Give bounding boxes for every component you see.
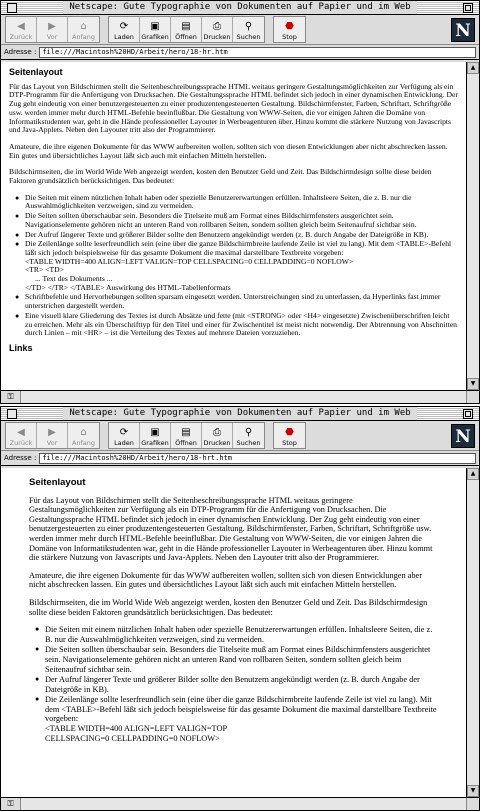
back-arrow-icon: ◀ xyxy=(17,427,25,438)
print-label: Drucken xyxy=(203,439,231,447)
vertical-scrollbar[interactable] xyxy=(466,62,479,390)
print-label: Drucken xyxy=(203,33,231,41)
stop-group xyxy=(273,422,306,449)
paragraph: Bildschirmseiten, die im World Wide Web angezeigt werden, kosten den Benutzer Geld und Zeit. Das Bildschirmdesign sollte diese beiden Faktoren grundsätzlich berücksichtigen. Das bedeutet: xyxy=(29,597,428,617)
key-icon: ⚿ xyxy=(1,798,21,810)
netscape-logo: N xyxy=(451,424,475,448)
forward-button[interactable] xyxy=(37,423,68,448)
list-item: ● Der Aufruf längerer Texte und größerer Bilder sollte den Benutzern angekündigt werden (z. B. durch Angabe der Dateigröße in KB). xyxy=(15,231,458,240)
stop-button[interactable] xyxy=(274,17,305,42)
print-icon: ⎙ xyxy=(213,427,221,438)
vertical-scrollbar[interactable] xyxy=(466,468,479,797)
title-bar[interactable] xyxy=(1,1,479,15)
home-button[interactable] xyxy=(68,17,99,42)
key-icon: ⚿ xyxy=(1,391,21,403)
list-item: ● Die Seiten sollten überschaubar sein. Besonders die Titelseite muß am Format eines Bildschirmfensters ausgerichtet sein. Navigationselemente gehören nicht an unteren Rand von rollbaren Seiten, sondern sollten gleich beim Seitenaufruf sichtbar sein. xyxy=(15,212,458,229)
code-line: ... Text des Dokuments ... xyxy=(35,274,113,284)
paragraph: Amateure, die ihre eigenen Dokumente für das WWW aufbereiten wollen, sollten sich von diesen Entwicklungen aber nicht abschrecken lassen. Ein gutes und übersichtliches Layout läßt sich auch mit einfachen Mitteln herstellen. xyxy=(29,570,422,590)
reload-label: Laden xyxy=(114,33,134,41)
images-label: Grafiken xyxy=(141,33,169,41)
toolbar xyxy=(1,15,479,45)
toolbar xyxy=(1,421,479,451)
code-line: <TABLE WIDTH=400 ALIGN=LEFT VALIGN=TOP xyxy=(45,724,228,734)
list-item: ● Die Seiten mit einem nützlichen Inhalt haben oder spezielle Benutzererwartungen erfüllen. Inhaltsleere Seiten, die z. B. nur die Auswahlmöglichkeiten verzweigen, sind zu vermeiden. xyxy=(15,194,458,211)
home-icon: ⌂ xyxy=(80,21,87,32)
code-line: </TD> </TR> </TABLE> Auswirkung des HTML-Tabellenformats xyxy=(25,282,231,292)
print-button[interactable] xyxy=(202,423,233,448)
paragraph: Für das Layout von Bildschirmen stellt die Seitenbeschreibungssprache HTML weitaus geringere Gestaltungsmöglichkeiten zur Verfügung als ein DTP-Programm für die Anfertigung von Drucksachen. Die Gestaltungssprache HTML befindet sich jedoch in einer dynamischen Entwicklung. Der Zug geht eindeutig von einer benutzergesteuerten zu einer produzentengesteuerten Gestaltung. Bildschirmfenster, Farben, Schriftart, Schriftgröße usw. werden immer mehr durch HTML-Befehle beeinflußbar. Die Gestaltung von WWW-Seiten, die vor einigen Jahren die Domäne von Informatikstudenten war, geht in die Hände professioneller Layouter in Werbeagenturen über. Hinzu kommt die stärkere Nutzung von Javascripts und Java-Applets. Neben den Layouter tritt also der Programmierer. xyxy=(9,81,458,135)
home-icon: ⌂ xyxy=(80,427,87,438)
find-icon: ⚲ xyxy=(244,427,253,438)
close-box[interactable] xyxy=(7,409,17,419)
page-content xyxy=(1,468,466,797)
back-button[interactable] xyxy=(6,17,37,42)
list-item: ● Die Seiten sollten überschaubar sein. Besonders die Titelseite muß am Format eines Bildschirmfensters ausgerichtet sein. Navigationselemente gehören nicht an unteren Rand von rollbaren Seiten, sondern sollten gleich beim Seitenaufruf sichtbar sein. xyxy=(35,645,438,674)
reload-button[interactable] xyxy=(109,17,140,42)
action-group xyxy=(108,422,265,449)
zoom-box[interactable] xyxy=(463,409,473,419)
open-button[interactable] xyxy=(171,17,202,42)
find-button[interactable] xyxy=(233,423,264,448)
code-line: <TR> <TD> xyxy=(25,265,64,275)
nav-group xyxy=(5,16,100,43)
stop-label: Stop xyxy=(282,439,297,447)
horizontal-scrollbar[interactable] xyxy=(21,798,466,810)
window-title: Netscape: Gute Typographie von Dokumenten auf Papier und im Web xyxy=(63,1,416,14)
find-button[interactable] xyxy=(233,17,264,42)
back-arrow-icon: ◀ xyxy=(17,21,25,32)
address-label: Adresse : xyxy=(4,48,37,56)
images-button[interactable] xyxy=(140,423,171,448)
list-item-text: Die Zeilenlänge sollte leserfreundlich sein (eine über die ganze Bildschirmbreite laufende Zeile ist viel zu lang). Mit dem <TABLE>-Befehl läßt sich jedoch beispielsweise für das gesamte Dokument die maximal darstellbare Textbreite vorgeben: xyxy=(25,239,452,257)
scroll-down-icon[interactable]: ▼ xyxy=(467,378,479,390)
back-label: Zurück xyxy=(9,439,33,447)
open-button[interactable] xyxy=(171,423,202,448)
find-label: Suchen xyxy=(236,33,261,41)
paragraph: Bildschirmseiten, die im World Wide Web angezeigt werden, kosten den Benutzer Geld und Zeit. Das Bildschirmdesign sollte diese beiden Faktoren grundsätzlich berücksichtigen. Das bedeutet: xyxy=(9,167,432,186)
forward-arrow-icon: ▶ xyxy=(48,21,56,32)
images-icon: ▣ xyxy=(150,21,160,32)
code-line: <TABLE WIDTH=400 ALIGN=LEFT VALIGN=TOP CELLSPACING=0 CELLPADDING=0 NOFLOW> xyxy=(25,256,354,266)
back-button[interactable] xyxy=(6,423,37,448)
stop-button[interactable] xyxy=(274,423,305,448)
address-input[interactable]: file:///Macintosh%20HD/Arbeit/hero/18-hr.htm xyxy=(39,47,476,58)
home-button[interactable] xyxy=(68,423,99,448)
forward-button[interactable] xyxy=(37,17,68,42)
address-bar xyxy=(1,45,479,60)
list-item-text: Die Zeilenlänge sollte leserfreundlich sein (eine über die ganze Bildschirmbreite laufende Zeile ist viel zu lang). Mit dem <TABLE>-Befehl läßt sich jedoch beispielsweise für das gesamte Dokument die maximal darstellbare Textbreite vorgeben: xyxy=(45,695,437,724)
zoom-box[interactable] xyxy=(463,3,473,13)
reload-label: Laden xyxy=(114,439,134,447)
browser-window-bottom xyxy=(0,406,480,811)
page-content xyxy=(1,62,466,390)
reload-button[interactable] xyxy=(109,423,140,448)
window-title: Netscape: Gute Typographie von Dokumenten auf Papier und im Web xyxy=(63,407,416,420)
horizontal-scrollbar[interactable] xyxy=(21,391,466,403)
forward-arrow-icon: ▶ xyxy=(48,427,56,438)
open-label: Öffnen xyxy=(175,439,197,447)
open-icon: ▤ xyxy=(181,427,191,438)
nav-group xyxy=(5,422,100,449)
browser-window-top xyxy=(0,0,480,404)
home-label: Anfang xyxy=(71,439,96,447)
find-icon: ⚲ xyxy=(244,21,253,32)
resize-handle[interactable] xyxy=(466,391,479,403)
list-item: ● Die Seiten mit einem nützlichen Inhalt haben oder spezielle Benutzererwartungen erfüllen. Inhaltsleere Seiten, die z. B. nur die Auswahlmöglichkeiten verzweigen, sind zu vermeiden. xyxy=(35,625,438,644)
code-line: CELLSPACING=0 CELLPADDING=0 NOFLOW> xyxy=(45,733,220,743)
images-button[interactable] xyxy=(140,17,171,42)
status-bar xyxy=(1,390,479,403)
open-icon: ▤ xyxy=(181,21,191,32)
bullet-list xyxy=(15,194,458,338)
print-button[interactable] xyxy=(202,17,233,42)
address-input[interactable]: file:///Macintosh%20HD/Arbeit/hero/18-hrt.htm xyxy=(39,453,476,464)
images-icon: ▣ xyxy=(150,427,160,438)
list-item: ● Schriftbefehle und Hervorhebungen sollten sparsam eingesetzt werden. Unterstreichungen sind zu unterlassen, da Hyperlinks fast immer unterstrichen dargestellt werden. xyxy=(15,293,458,310)
paragraph: Für das Layout von Bildschirmen stellt die Seitenbeschreibungssprache HTML weitaus geringere Gestaltungsmöglichkeiten zur Verfügung als ein DTP-Programm für die Anfertigung von Drucksachen. Die Gestaltungssprache HTML befindet sich jedoch in einer dynamischen Entwicklung. Der Zug geht eindeutig von einer benutzergesteuerten zu einer produzentengesteuerten Gestaltung. Bildschirmfenster, Farben, Schriftart, Schriftgröße usw. werden immer mehr durch HTML-Befehle beeinflußbar. Die Gestaltung von WWW-Seiten, die vor einigen Jahren die Domäne von Informatikstudenten war, geht in die Hände professioneller Layouter in Werbeagenturen über. Hinzu kommt die stärkere Nutzung von Javascripts und Java-Applets. Neben den Layouter tritt also der Programmierer. xyxy=(29,495,433,563)
open-label: Öffnen xyxy=(175,33,197,41)
images-label: Grafiken xyxy=(141,439,169,447)
stop-group xyxy=(273,16,306,43)
page-heading: Seitenlayout xyxy=(29,477,86,488)
print-icon: ⎙ xyxy=(213,21,221,32)
reload-icon: ⟳ xyxy=(119,21,129,32)
links-heading: Links xyxy=(9,342,33,353)
list-item: ● Eine visuell klare Gliederung des Textes ist durch Absätze und fette (mit <STRONG> oder <H4> eingesetzte) Zwischenüberschriften leicht zu erreichen. Mehr als ein Überschrifttyp für den Titel und einer für Zwischentitel ist meist nicht notwendig. Der Abtrennung von Abschnitten durch Linien – mit <HR> – ist die Verteilung des Textes auf mehrere Dateien vorzuziehen. xyxy=(15,312,458,338)
back-label: Zurück xyxy=(9,33,33,41)
scroll-down-icon[interactable]: ▼ xyxy=(467,785,479,797)
reload-icon: ⟳ xyxy=(119,427,129,438)
stop-label: Stop xyxy=(282,33,297,41)
page-heading: Seitenlayout xyxy=(9,67,63,77)
scroll-up-icon[interactable]: ▲ xyxy=(467,62,479,74)
forward-label: Vor xyxy=(46,33,58,41)
find-label: Suchen xyxy=(236,439,261,447)
action-group xyxy=(108,16,265,43)
stop-icon: ⬣ xyxy=(285,21,294,32)
close-box[interactable] xyxy=(7,3,17,13)
title-bar[interactable] xyxy=(1,407,479,421)
list-item: ● Der Aufruf längerer Texte und größerer Bilder sollte den Benutzern angekündigt werden (z. B. durch Angabe der Dateigröße in KB). xyxy=(35,675,438,694)
address-bar xyxy=(1,451,479,466)
list-item xyxy=(35,695,438,743)
netscape-logo: N xyxy=(451,18,475,42)
bullet-list xyxy=(35,625,438,743)
home-label: Anfang xyxy=(71,33,96,41)
status-bar xyxy=(1,797,479,810)
resize-handle[interactable] xyxy=(466,798,479,810)
stop-icon: ⬣ xyxy=(285,427,294,438)
scroll-up-icon[interactable]: ▲ xyxy=(467,468,479,480)
list-item xyxy=(15,240,458,292)
address-label: Adresse : xyxy=(4,454,37,462)
forward-label: Vor xyxy=(46,439,58,447)
paragraph: Amateure, die ihre eigenen Dokumente für das WWW aufbereiten wollen, sollten sich von diesen Entwicklungen aber nicht abschrecken lassen. Ein gutes und übersichtliches Layout läßt sich auch mit einfachen Mitteln herstellen. xyxy=(9,141,448,160)
